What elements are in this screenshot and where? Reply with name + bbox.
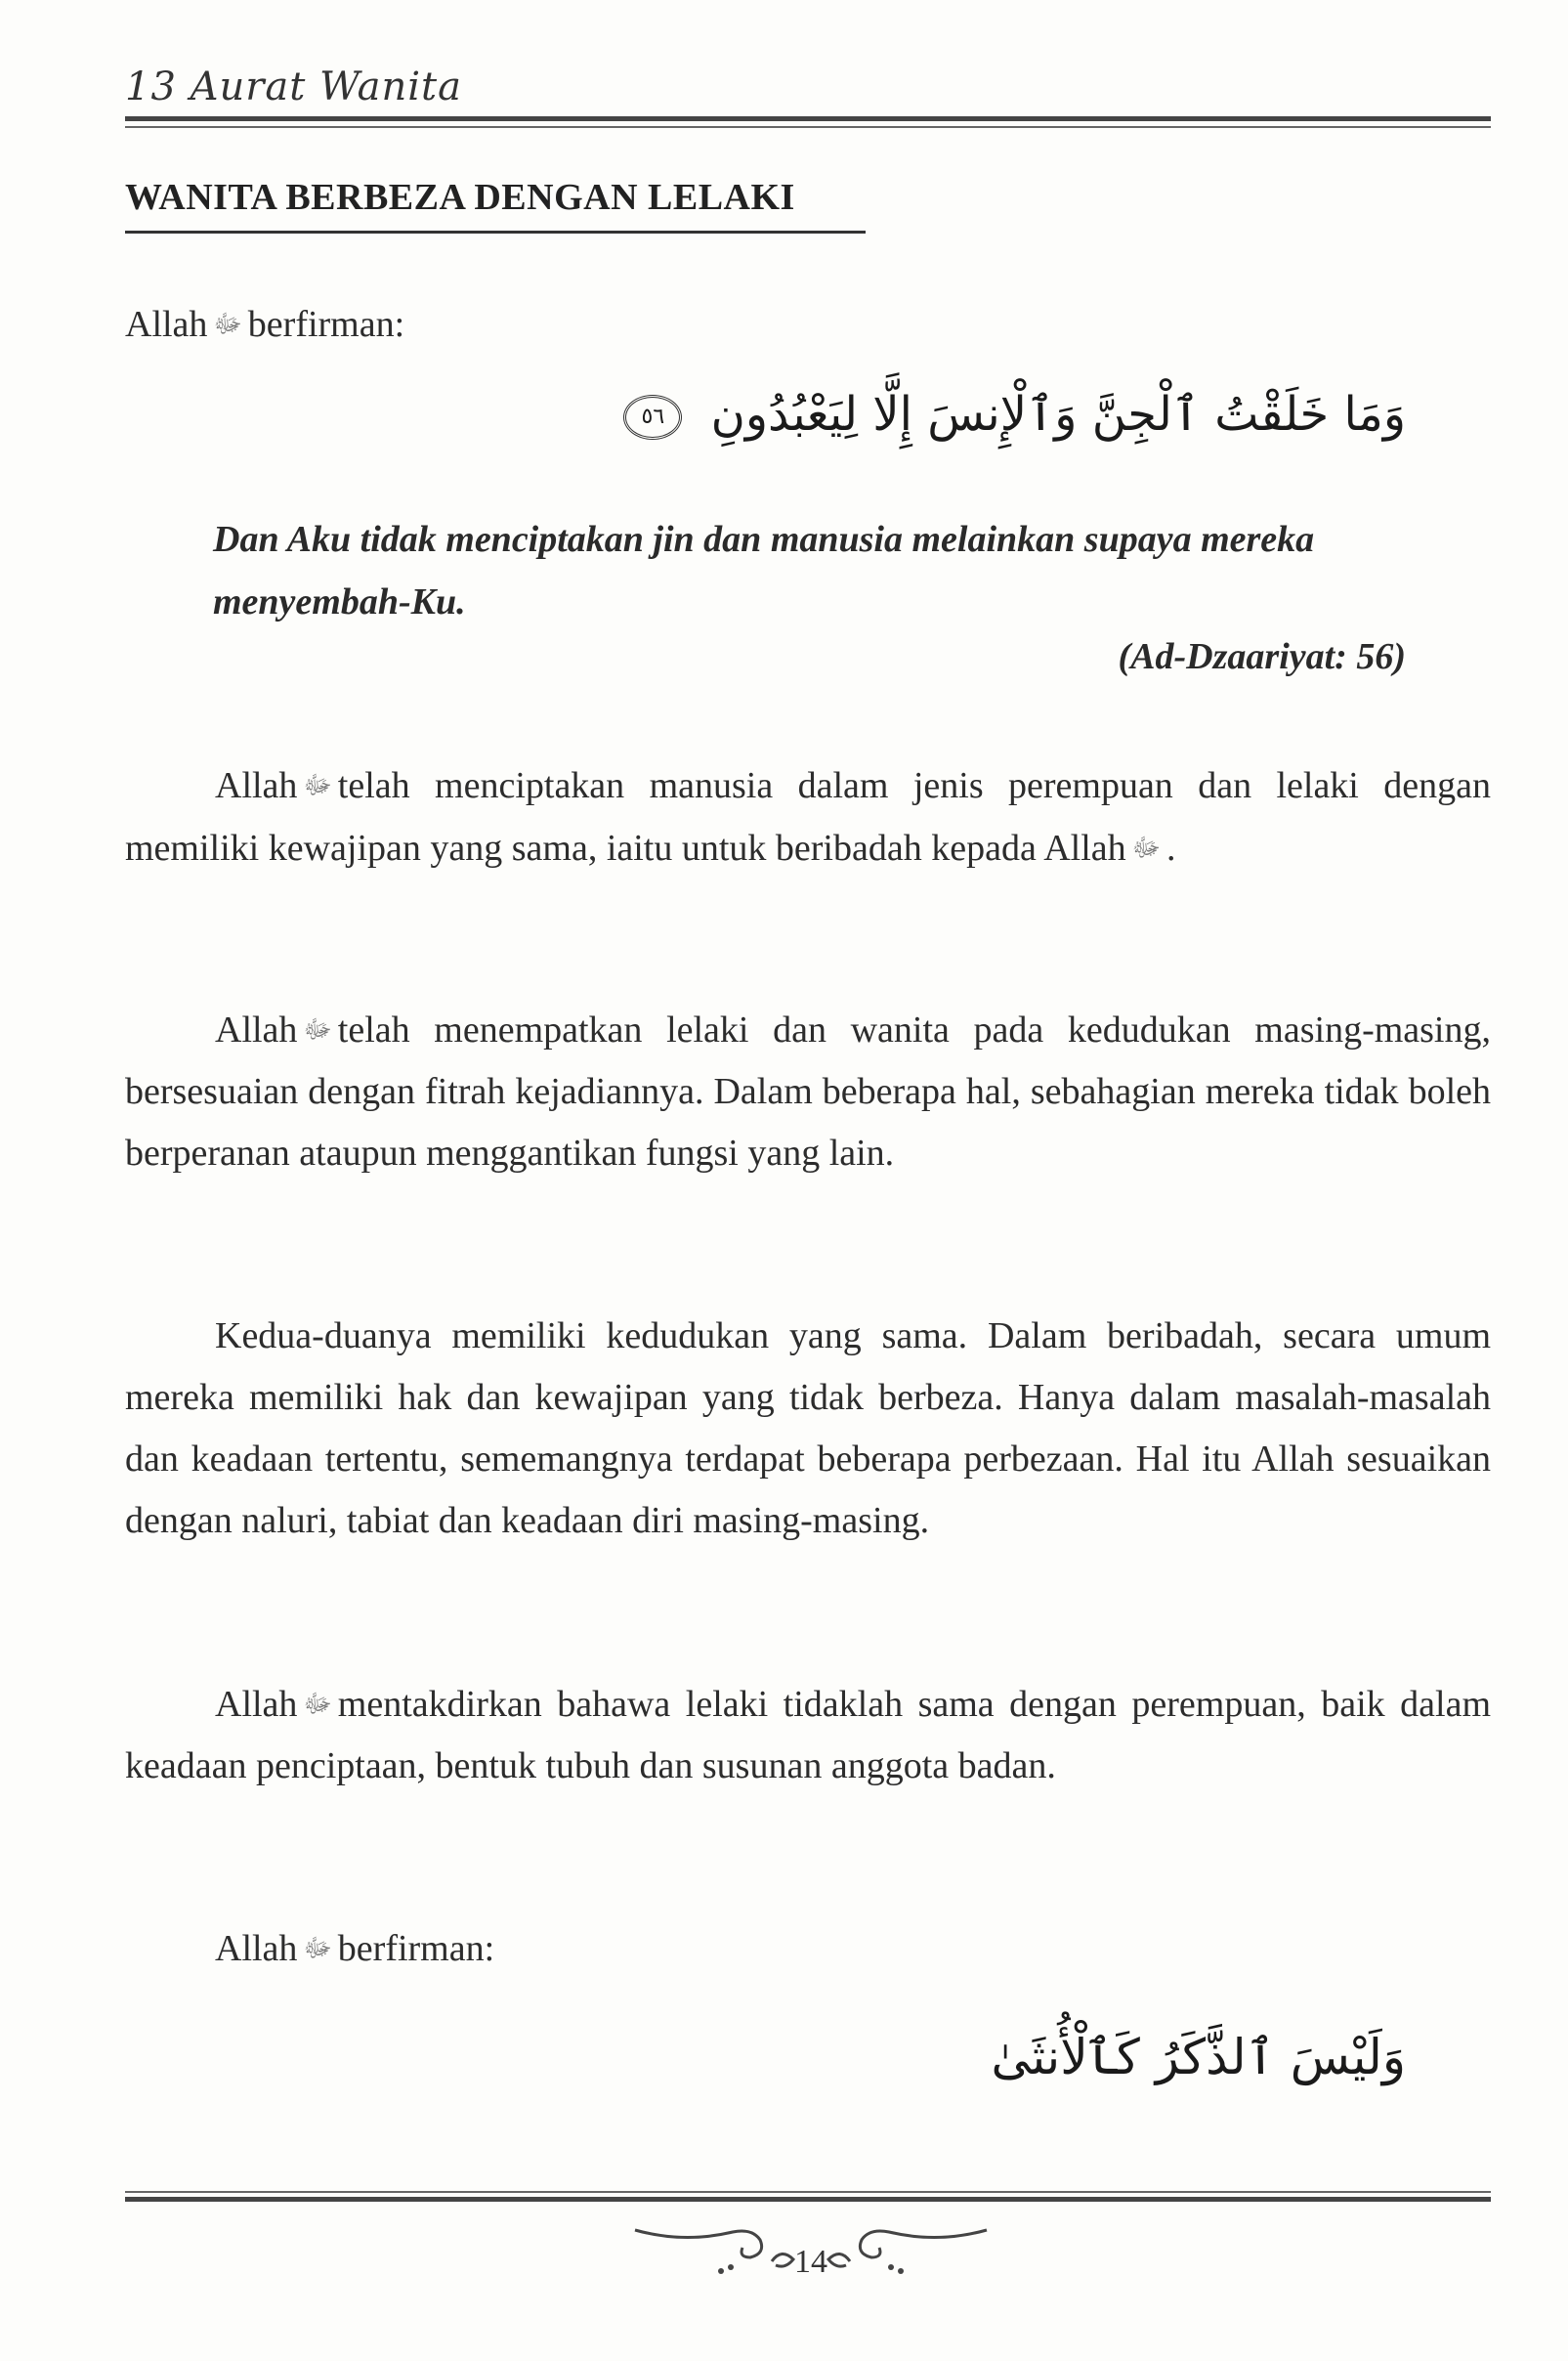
p3-text: Kedua-duanya memiliki kedudukan yang sama. Dalam beribadah, secara umum mereka memiliki hak dan kewajipan yang tidak berbeza. Hanya dalam masalah-masalah dan keadaan tertentu, sememangnya terdapat beberapa perbezaan. Hal itu Allah sesuaikan dengan naluri, tabiat dan keadaan diri masing-masing. [125,1315,1491,1541]
p5-allah: Allah [215,1928,298,1969]
paragraph-1 [125,754,1491,880]
p4-allah: Allah [215,1684,298,1725]
allah-honorific-icon: ﷻ [303,771,332,799]
footer-rule-thin [125,2191,1491,2193]
verse-reference: (Ad-Dzaariyat: 56) [1118,636,1406,677]
footer-rule [125,2197,1491,2202]
intro-berfirman: berfirman: [247,304,405,345]
header-rule [125,116,1491,121]
paragraph-5 [125,1917,1491,1980]
paragraph-2 [125,999,1491,1184]
allah-honorific-icon: ﷻ [303,1690,332,1718]
verse-arabic [623,387,1406,442]
verse-translation: Dan Aku tidak menciptakan jin dan manusia melainkan supaya mereka menyembah-Ku. [213,519,1315,622]
page-number: 14 [794,2244,827,2280]
paragraph-4 [125,1673,1491,1797]
header-rule-thin [125,126,1491,128]
p2-allah: Allah [215,1009,298,1051]
allah-honorific-icon: ﷻ [213,310,242,338]
intro-allah: Allah [125,304,208,345]
p1-allah: Allah [215,765,298,806]
p1-end: . [1166,828,1176,869]
verse-arabic-text: وَمَا خَلَقْتُ ٱلْجِنَّ وَٱلْإِنسَ إِلَّا لِيَعْبُدُونِ [710,387,1406,442]
p4-text: mentakdirkan bahawa lelaki tidaklah sama dengan perempuan, baik dalam keadaan penciptaan, bentuk tubuh dan susunan anggota badan. [125,1684,1491,1786]
p2-text: telah menempatkan lelaki dan wanita pada kedudukan masing-masing, bersesuaian dengan fitrah kejadiannya. Dalam beberapa hal, sebahagian mereka tidak boleh berperanan ataupun menggantikan fungsi yang lain. [125,1009,1491,1174]
p1-text: telah menciptakan manusia dalam jenis perempuan dan lelaki dengan memiliki kewajipan yang sama, iaitu untuk beribadah kepada Allah [125,765,1491,869]
p5-text: berfirman: [337,1928,495,1969]
ayah-number-marker: ٥٦ [623,395,682,440]
paragraph-3 [125,1306,1491,1552]
verse-intro [125,293,1491,356]
section-heading: WANITA BERBEZA DENGAN LELAKI [125,177,795,218]
heading-underline [125,231,866,234]
verse2-arabic: وَلَيْسَ ٱلذَّكَرُ كَٱلْأُنثَىٰ [991,2029,1406,2085]
allah-honorific-icon: ﷻ [303,1934,332,1962]
allah-honorific-icon: ﷻ [303,1015,332,1044]
book-title: 13 Aurat Wanita [125,64,462,109]
allah-honorific-icon: ﷻ [1131,834,1162,862]
